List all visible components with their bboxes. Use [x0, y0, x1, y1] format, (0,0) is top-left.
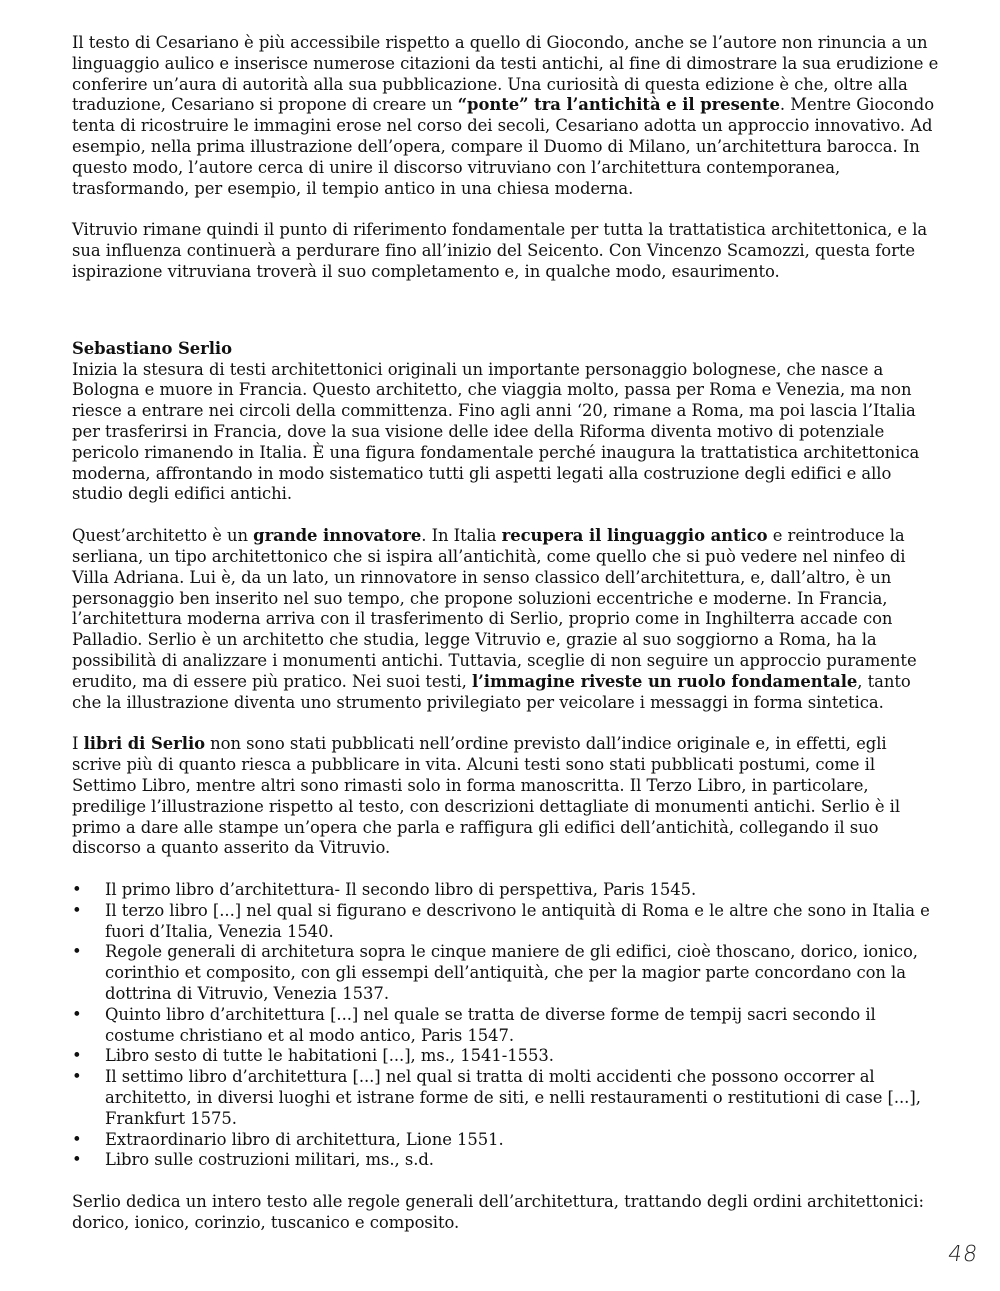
- bullet-icon: •: [72, 1067, 82, 1087]
- bullet-icon: •: [72, 880, 82, 900]
- emphasis-ponte: “ponte” tra l’antichità e il presente: [457, 95, 780, 115]
- list-item: • Il terzo libro [...] nel qual si figurano e descrivono le antiquità di Roma e le altre che sono in Italia e fuori d’Italia, Venezia 1540.: [72, 900, 930, 941]
- list-item: • Regole generali di architetura sopra le cinque maniere de gli edifici, cioè thoscano, dorico, ionico, corinthio et composito, con gli essempi dell’antiquità, che per la magior parte concordano con la dottrina di Vitruvio, Venezia 1537.: [72, 942, 918, 1004]
- list-item: • Extraordinario libro di architettura, Lione 1551.: [72, 1129, 504, 1149]
- page-body: [72, 33, 940, 1234]
- list-item: • Quinto libro d’architettura [...] nel quale se tratta de diverse forme de tempij sacri secondo il costume christiano et al modo antico, Paris 1547.: [72, 1004, 876, 1045]
- bullet-icon: •: [72, 900, 82, 920]
- section-heading-serlio: Sebastiano Serlio: [72, 338, 232, 358]
- bullet-icon: •: [72, 1150, 82, 1170]
- bullet-icon: •: [72, 1129, 82, 1149]
- bullet-icon: •: [72, 942, 82, 962]
- emphasis-linguaggio-antico: recupera il linguaggio antico: [501, 526, 768, 546]
- list-item: • Il settimo libro d’architettura [...] nel qual si tratta di molti accidenti che possono occorrer al architetto, in diversi luoghi et istrane forme de siti, e nelli restauramenti o restitutioni di case [...], Frankfurt 1575.: [72, 1067, 921, 1128]
- emphasis-libri-di-serlio: libri di Serlio: [83, 734, 206, 754]
- emphasis-grande-innovatore: grande innovatore: [253, 526, 422, 546]
- list-item: • Libro sulle costruzioni militari, ms., s.d.: [72, 1150, 434, 1170]
- bullet-icon: •: [72, 1046, 82, 1066]
- paragraph-cesariano: Il testo di Cesariano è più accessibile rispetto a quello di Giocondo, anche se l’autore non rinuncia a un linguaggio aulico e inserisce numerose citazioni da testi antichi, al fine di dimostrare la sua erudizione e conferire un’aura di autorità alla sua pubblicazione. Una curiosità di questa edizione è che, oltre alla traduzione, Cesariano si propone di creare un “ponte” tra l’antichità e il presente. Mentre Giocondo tenta di ricostruire le immagini erose nel corso dei secoli, Cesariano adotta un approccio innovativo. Ad esempio, nella prima illustrazione dell’opera, compare il Duomo di Milano, un’architettura barocca. In questo modo, l’autore cerca di unire il discorso vitruviano con l’architettura contemporanea, trasformando, per esempio, il tempio antico in una chiesa moderna.: [72, 33, 939, 198]
- paragraph-serlio-intro: Inizia la stesura di testi architettonici originali un importante personaggio bolognese, che nasce a Bologna e muore in Francia. Questo architetto, che viaggia molto, passa per Roma e Venezia, ma non riesce a entrare nei circoli della committenza. Fino agli anni ‘20, rimane a Roma, ma poi lascia l’Italia per trasferirsi in Francia, dove la sua visione delle idee della Riforma diventa motivo di potenziale pericolo rimanendo in Italia. È una figura fondamentale perché inaugura la trattatistica architettonica moderna, affrontando in modo sistematico tutti gli aspetti legati alla costruzione degli edifici e allo studio degli edifici antichi.: [72, 359, 920, 504]
- page-number: 48: [946, 1242, 980, 1267]
- paragraph-serlio-innovatore: Quest’architetto è un grande innovatore. In Italia recupera il linguaggio antico e reintroduce la serliana, un tipo architettonico che si ispira all’antichità, come quello che si può vedere nel ninfeo di Villa Adriana. Lui è, da un lato, un rinnovatore in senso classico dell’architettura, e, dall’altro, è un personaggio ben inserito nel suo tempo, che propone soluzioni eccentriche e moderne. In Francia, l’architettura moderna arriva con il trasferimento di Serlio, proprio come in Inghilterra accade con Palladio. Serlio è un architetto che studia, legge Vitruvio e, grazie al suo soggiorno a Roma, ha la possibilità di analizzare i monumenti antichi. Tuttavia, sceglie di non seguire un approccio puramente erudito, ma di essere più pratico. Nei suoi testi, l’immagine riveste un ruolo fondamentale, tanto che la illustrazione diventa uno strumento privilegiato per veicolare i messaggi in forma sintetica.: [72, 526, 917, 712]
- bullet-icon: •: [72, 1004, 82, 1024]
- list-item: • Libro sesto di tutte le habitationi [...], ms., 1541-1553.: [72, 1046, 554, 1066]
- paragraph-libri-serlio: I libri di Serlio non sono stati pubblicati nell’ordine previsto dall’indice originale e, in effetti, egli scrive più di quanto riesca a pubblicare in vita. Alcuni testi sono stati pubblicati postumi, come il Settimo Libro, mentre altri sono rimasti solo in forma manoscritta. Il Terzo Libro, in particolare, predilige l’illustrazione rispetto al testo, con descrizioni dettagliate di monumenti antichi. Serlio è il primo a dare alle stampe un’opera che parla e raffigura gli edifici dell’antichità, collegando il suo discorso a quanto asserito da Vitruvio.: [72, 734, 901, 858]
- emphasis-immagine-ruolo: l’immagine riveste un ruolo fondamentale: [471, 671, 858, 691]
- paragraph-vitruvio: Vitruvio rimane quindi il punto di riferimento fondamentale per tutta la trattatistica architettonica, e la sua influenza continuerà a perdurare fino all’inizio del Seicento. Con Vincenzo Scamozzi, questa forte ispirazione vitruviana troverà il suo completamento e, in qualche modo, esaurimento.: [72, 220, 928, 281]
- list-item: • Il primo libro d’architettura- Il secondo libro di perspettiva, Paris 1545.: [72, 880, 697, 900]
- paragraph-regole-generali: Serlio dedica un intero testo alle regole generali dell’architettura, trattando degli ordini architettonici: dorico, ionico, corinzio, tuscanico e composito.: [72, 1192, 924, 1233]
- books-list: [72, 880, 940, 1171]
